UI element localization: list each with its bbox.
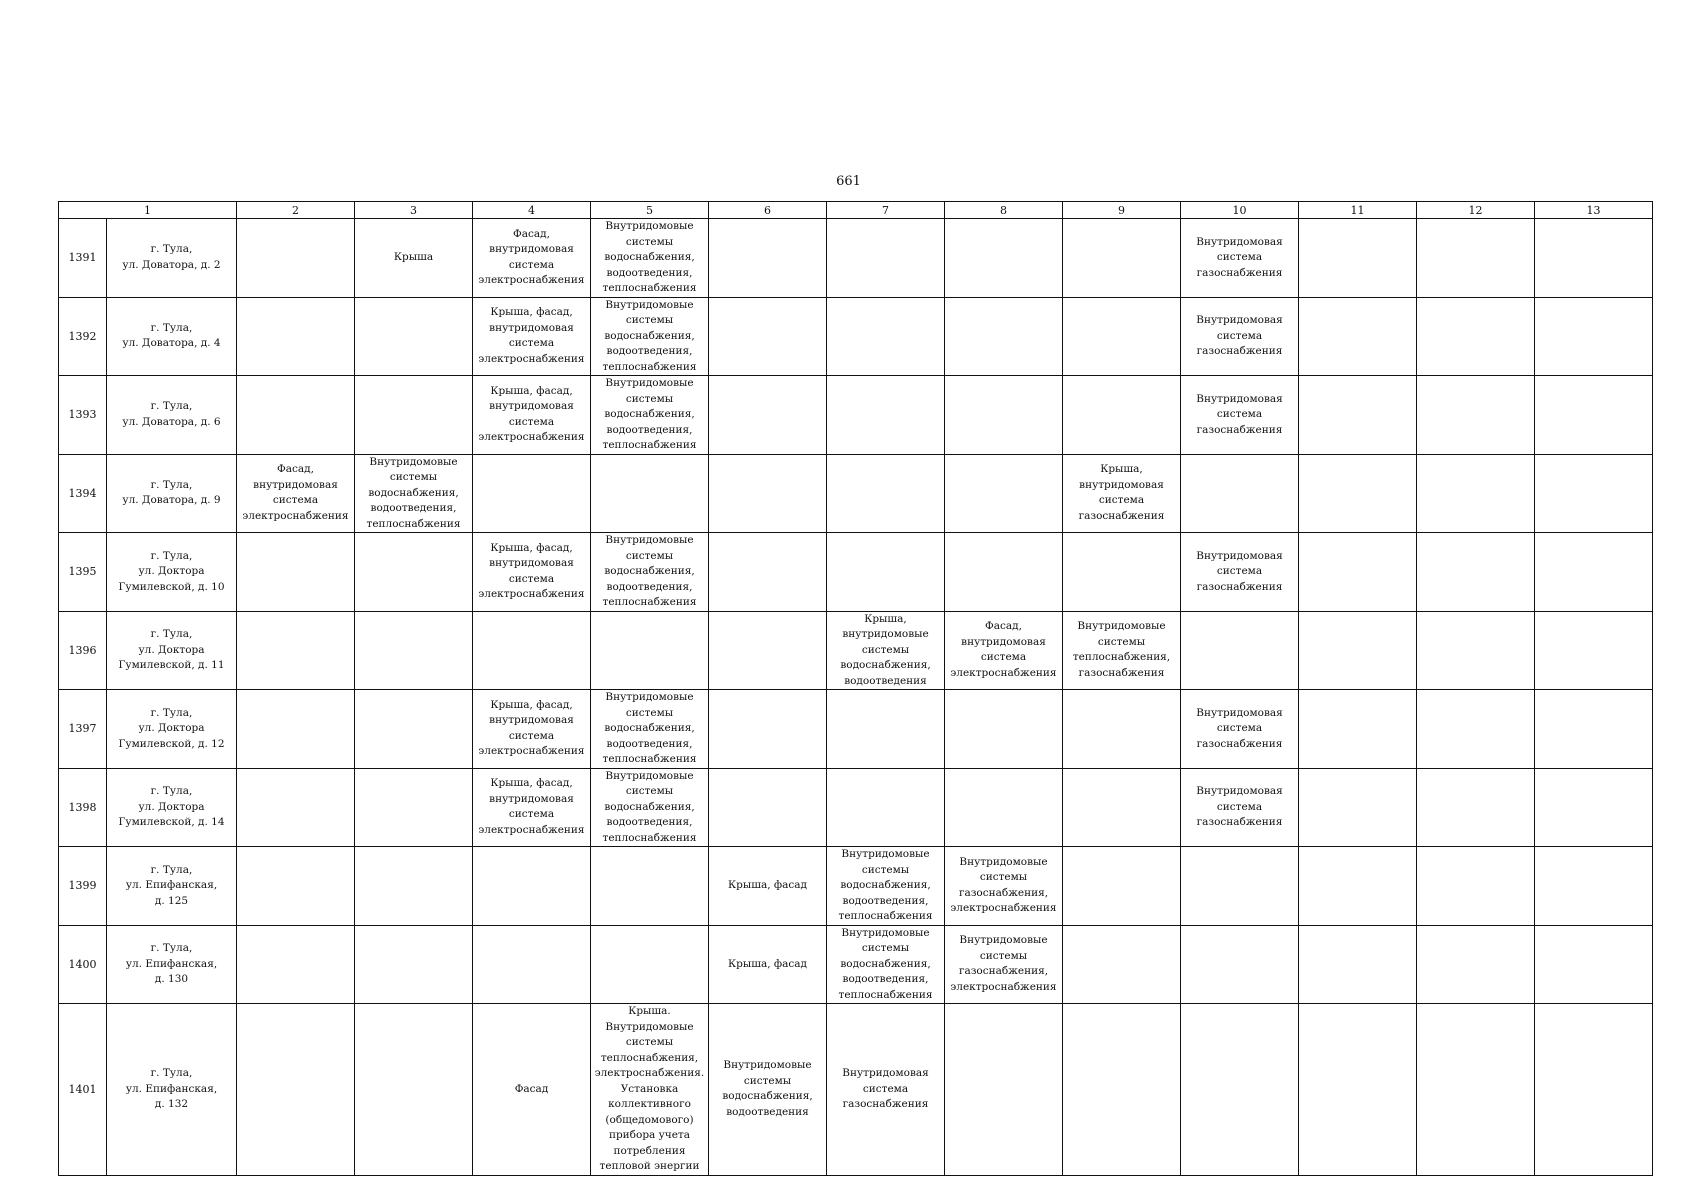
work-type-text: Внутридомовая система газоснабжения: [1196, 392, 1283, 436]
work-type-cell: [827, 454, 945, 533]
row-number: 1391: [68, 251, 97, 264]
work-type-cell: [945, 533, 1063, 612]
work-type-text: Фасад, внутридомовая система электроснабжения: [242, 463, 349, 522]
work-type-cell: [1181, 690, 1299, 769]
work-type-cell: [1299, 611, 1417, 690]
work-type-text: Фасад: [514, 1082, 549, 1095]
row-number-cell: [59, 297, 107, 376]
work-type-cell: [355, 768, 473, 847]
column-header: 9: [1063, 202, 1181, 219]
work-type-cell: [473, 611, 591, 690]
work-type-text: Фасад, внутридомовая система электроснабжения: [478, 227, 585, 287]
work-type-cell: [1535, 925, 1653, 1004]
address-cell: [107, 297, 237, 376]
work-type-cell: [473, 768, 591, 847]
work-type-cell: [709, 1004, 827, 1176]
work-type-cell: [945, 376, 1063, 455]
work-type-cell: [1063, 533, 1181, 612]
address-text: г. Тула, ул. Доктора Гумилевской, д. 11: [118, 628, 225, 671]
work-type-text: Внутридомовая система газоснабжения: [1196, 706, 1283, 750]
work-type-cell: [1535, 611, 1653, 690]
row-number-cell: [59, 454, 107, 533]
column-header: 10: [1181, 202, 1299, 219]
work-type-cell: [1535, 768, 1653, 847]
work-type-cell: [1417, 376, 1535, 455]
work-type-text: Внутридомовые системы водоснабжения, водоотведения, теплоснабжения: [602, 220, 697, 294]
work-type-cell: [945, 925, 1063, 1004]
work-type-cell: [1181, 219, 1299, 298]
work-type-text: Крыша, фасад, внутридомовая система электроснабжения: [478, 777, 585, 836]
work-type-cell: [237, 533, 355, 612]
work-type-cell: [473, 925, 591, 1004]
work-type-cell: [945, 611, 1063, 690]
work-type-cell: [1417, 690, 1535, 769]
column-header: 12: [1417, 202, 1535, 219]
address-text: г. Тула, ул. Епифанская, д. 125: [125, 863, 218, 907]
work-type-cell: [1417, 611, 1535, 690]
work-type-cell: [709, 454, 827, 533]
work-type-cell: [827, 533, 945, 612]
work-type-cell: [1535, 1004, 1653, 1176]
work-type-text: Внутридомовая система газоснабжения: [1196, 549, 1283, 593]
work-type-cell: [1181, 454, 1299, 533]
work-type-cell: [473, 219, 591, 298]
work-type-cell: [237, 1004, 355, 1176]
row-number: 1399: [68, 879, 97, 892]
work-type-cell: [1299, 768, 1417, 847]
column-header: 2: [237, 202, 355, 219]
address-cell: [107, 1004, 237, 1176]
work-type-text: Внутридомовые системы водоснабжения, водоотведения, теплоснабжения: [602, 377, 697, 451]
work-type-cell: [709, 533, 827, 612]
work-type-cell: [827, 1004, 945, 1176]
row-number-cell: [59, 533, 107, 612]
work-type-cell: [1063, 611, 1181, 690]
work-type-cell: [1299, 1004, 1417, 1176]
work-type-text: Крыша, фасад: [728, 879, 807, 891]
table-row: [59, 611, 1653, 690]
work-type-text: Крыша, фасад, внутридомовая система электроснабжения: [478, 306, 585, 365]
table-row: [59, 376, 1653, 455]
column-header: 8: [945, 202, 1063, 219]
work-type-cell: [1181, 611, 1299, 690]
work-type-cell: [709, 219, 827, 298]
work-type-cell: [355, 219, 473, 298]
work-type-cell: [709, 611, 827, 690]
work-type-cell: [827, 219, 945, 298]
column-header: 3: [355, 202, 473, 219]
work-type-text: Крыша. Внутридомовые системы теплоснабжения, электроснабжения. Установка коллективного (общедомового) прибора учета потребления тепловой энергии: [594, 1005, 705, 1172]
work-type-cell: [827, 768, 945, 847]
work-type-cell: [1063, 847, 1181, 926]
column-header: 5: [591, 202, 709, 219]
address-cell: [107, 219, 237, 298]
work-type-text: Внутридомовая система газоснабжения: [1196, 314, 1283, 357]
work-type-cell: [355, 925, 473, 1004]
work-type-cell: [1063, 454, 1181, 533]
work-type-cell: [945, 297, 1063, 376]
work-type-text: Внутридомовая система газоснабжения: [1196, 785, 1283, 828]
work-type-cell: [473, 1004, 591, 1176]
work-type-cell: [1417, 768, 1535, 847]
work-type-text: Крыша, внутридомовые системы водоснабжения, водоотведения: [840, 612, 931, 687]
work-type-cell: [1299, 690, 1417, 769]
page-number: 661: [836, 174, 861, 189]
work-type-cell: [237, 376, 355, 455]
row-number: 1395: [68, 565, 97, 578]
work-type-cell: [591, 611, 709, 690]
table-row: [59, 297, 1653, 376]
work-type-cell: [355, 376, 473, 455]
row-number-cell: [59, 768, 107, 847]
work-type-cell: [709, 690, 827, 769]
work-type-cell: [237, 925, 355, 1004]
table-row: [59, 1004, 1653, 1176]
work-type-text: Крыша, фасад, внутридомовая система электроснабжения: [478, 384, 585, 444]
work-type-text: Внутридомовые системы водоснабжения, водоотведения: [722, 1059, 813, 1118]
address-cell: [107, 533, 237, 612]
column-header: 7: [827, 202, 945, 219]
address-text: г. Тула, ул. Доктора Гумилевской, д. 14: [118, 785, 225, 828]
address-text: г. Тула, ул. Доватора, д. 9: [122, 478, 221, 507]
work-type-cell: [1063, 297, 1181, 376]
work-type-cell: [945, 768, 1063, 847]
address-text: г. Тула, ул. Епифанская, д. 130: [125, 942, 218, 985]
work-type-cell: [709, 847, 827, 926]
work-type-cell: [1417, 1004, 1535, 1176]
work-type-cell: [237, 454, 355, 533]
work-type-cell: [591, 297, 709, 376]
work-type-text: Крыша: [393, 251, 434, 263]
work-type-cell: [473, 533, 591, 612]
work-type-text: Крыша, внутридомовая система газоснабжения: [1078, 463, 1165, 522]
row-number: 1392: [68, 329, 97, 343]
work-type-text: Крыша, фасад, внутридомовая система электроснабжения: [478, 698, 585, 758]
work-type-cell: [355, 1004, 473, 1176]
work-type-text: Внутридомовые системы газоснабжения, электроснабжения: [950, 855, 1057, 915]
work-type-text: Фасад, внутридомовая система электроснабжения: [950, 620, 1057, 679]
work-type-cell: [591, 219, 709, 298]
table-row: [59, 847, 1653, 926]
work-type-cell: [827, 690, 945, 769]
work-type-cell: [355, 297, 473, 376]
work-type-cell: [1417, 533, 1535, 612]
table-row: [59, 533, 1653, 612]
address-cell: [107, 611, 237, 690]
work-type-cell: [355, 454, 473, 533]
work-type-cell: [709, 297, 827, 376]
work-type-cell: [1299, 376, 1417, 455]
work-type-cell: [1299, 533, 1417, 612]
row-number-cell: [59, 847, 107, 926]
work-type-text: Внутридомовые системы теплоснабжения, газоснабжения: [1072, 620, 1171, 679]
work-type-cell: [237, 847, 355, 926]
work-type-cell: [709, 768, 827, 847]
work-type-cell: [1299, 925, 1417, 1004]
column-header: 6: [709, 202, 827, 219]
column-header: 13: [1535, 202, 1653, 219]
row-number-cell: [59, 1004, 107, 1176]
work-type-cell: [591, 925, 709, 1004]
work-type-cell: [591, 454, 709, 533]
work-type-text: Крыша, фасад: [728, 957, 807, 970]
work-type-text: Внутридомовая система газоснабжения: [842, 1067, 929, 1110]
work-type-cell: [473, 297, 591, 376]
work-type-cell: [1063, 768, 1181, 847]
work-type-cell: [945, 847, 1063, 926]
work-type-text: Внутридомовые системы водоснабжения, водоотведения, теплоснабжения: [838, 848, 933, 922]
work-type-cell: [591, 690, 709, 769]
work-type-cell: [827, 376, 945, 455]
work-type-cell: [473, 454, 591, 533]
work-type-cell: [945, 219, 1063, 298]
row-number: 1401: [68, 1082, 97, 1096]
work-type-cell: [1181, 533, 1299, 612]
column-header: 4: [473, 202, 591, 219]
work-type-cell: [1181, 768, 1299, 847]
address-text: г. Тула, ул. Доктора Гумилевской, д. 10: [118, 549, 225, 593]
work-type-cell: [1063, 219, 1181, 298]
work-type-cell: [1063, 376, 1181, 455]
row-number: 1398: [68, 800, 97, 814]
row-number-cell: [59, 925, 107, 1004]
work-type-text: Внутридомовые системы газоснабжения, электроснабжения: [950, 934, 1057, 993]
work-type-cell: [237, 297, 355, 376]
address-cell: [107, 690, 237, 769]
work-type-cell: [591, 533, 709, 612]
row-number-cell: [59, 219, 107, 298]
work-type-cell: [1417, 297, 1535, 376]
work-type-cell: [1299, 219, 1417, 298]
work-type-cell: [237, 219, 355, 298]
work-type-cell: [1299, 847, 1417, 926]
work-type-text: Внутридомовые системы водоснабжения, водоотведения, теплоснабжения: [602, 298, 697, 373]
work-type-cell: [473, 847, 591, 926]
column-number-header-row: [59, 202, 1653, 219]
work-type-cell: [591, 376, 709, 455]
work-type-cell: [709, 376, 827, 455]
work-type-cell: [1181, 376, 1299, 455]
work-type-cell: [945, 454, 1063, 533]
address-text: г. Тула, ул. Доватора, д. 4: [122, 321, 221, 350]
table-row: [59, 925, 1653, 1004]
work-type-cell: [1535, 376, 1653, 455]
work-type-cell: [1535, 297, 1653, 376]
row-number: 1396: [68, 643, 97, 657]
work-type-cell: [355, 847, 473, 926]
work-type-cell: [355, 611, 473, 690]
work-type-cell: [237, 690, 355, 769]
work-type-text: Внутридомовые системы водоснабжения, водоотведения, теплоснабжения: [602, 534, 697, 608]
work-type-cell: [1181, 297, 1299, 376]
address-cell: [107, 925, 237, 1004]
work-type-cell: [1535, 219, 1653, 298]
work-type-cell: [827, 847, 945, 926]
work-type-text: Внутридомовые системы водоснабжения, водоотведения, теплоснабжения: [838, 926, 933, 1001]
work-type-cell: [591, 768, 709, 847]
row-number: 1394: [68, 486, 97, 500]
work-type-cell: [1299, 454, 1417, 533]
work-type-cell: [945, 690, 1063, 769]
address-cell: [107, 454, 237, 533]
work-type-cell: [1535, 690, 1653, 769]
address-text: г. Тула, ул. Доктора Гумилевской, д. 12: [118, 706, 225, 750]
work-type-cell: [827, 611, 945, 690]
work-type-cell: [827, 925, 945, 1004]
work-type-cell: [1063, 690, 1181, 769]
work-type-cell: [1181, 1004, 1299, 1176]
row-number-cell: [59, 376, 107, 455]
work-type-cell: [1417, 925, 1535, 1004]
work-type-cell: [1417, 219, 1535, 298]
work-type-cell: [355, 533, 473, 612]
address-text: г. Тула, ул. Доватора, д. 6: [122, 400, 221, 428]
table-body: [59, 202, 1653, 1176]
work-type-text: Внутридомовые системы водоснабжения, водоотведения, теплоснабжения: [366, 455, 461, 530]
work-type-cell: [709, 925, 827, 1004]
work-type-cell: [473, 376, 591, 455]
row-number: 1400: [68, 957, 97, 971]
table-row: [59, 768, 1653, 847]
work-type-cell: [1063, 925, 1181, 1004]
address-text: г. Тула, ул. Епифанская, д. 132: [125, 1067, 218, 1110]
address-cell: [107, 768, 237, 847]
work-type-cell: [1181, 925, 1299, 1004]
row-number-cell: [59, 611, 107, 690]
work-type-cell: [827, 297, 945, 376]
work-type-cell: [1417, 847, 1535, 926]
address-cell: [107, 847, 237, 926]
work-type-cell: [237, 611, 355, 690]
work-type-text: Внутридомовые системы водоснабжения, водоотведения, теплоснабжения: [602, 691, 697, 765]
work-type-cell: [1535, 847, 1653, 926]
column-header: 1: [59, 202, 237, 219]
work-type-cell: [591, 847, 709, 926]
work-type-text: Внутридомовая система газоснабжения: [1196, 235, 1283, 279]
work-type-cell: [591, 1004, 709, 1176]
work-type-cell: [237, 768, 355, 847]
row-number: 1393: [68, 408, 97, 421]
work-type-text: Внутридомовые системы водоснабжения, водоотведения, теплоснабжения: [602, 769, 697, 844]
work-type-cell: [1063, 1004, 1181, 1176]
work-type-cell: [473, 690, 591, 769]
repair-schedule-table: [58, 201, 1653, 1176]
column-header: 11: [1299, 202, 1417, 219]
work-type-cell: [1181, 847, 1299, 926]
work-type-cell: [1299, 297, 1417, 376]
table-row: [59, 454, 1653, 533]
work-type-text: Крыша, фасад, внутридомовая система электроснабжения: [478, 541, 585, 601]
table-row: [59, 690, 1653, 769]
row-number: 1397: [68, 722, 97, 735]
work-type-cell: [1417, 454, 1535, 533]
row-number-cell: [59, 690, 107, 769]
work-type-cell: [1535, 533, 1653, 612]
work-type-cell: [945, 1004, 1063, 1176]
work-type-cell: [1535, 454, 1653, 533]
address-text: г. Тула, ул. Доватора, д. 2: [122, 243, 221, 271]
table-row: [59, 219, 1653, 298]
address-cell: [107, 376, 237, 455]
work-type-cell: [355, 690, 473, 769]
